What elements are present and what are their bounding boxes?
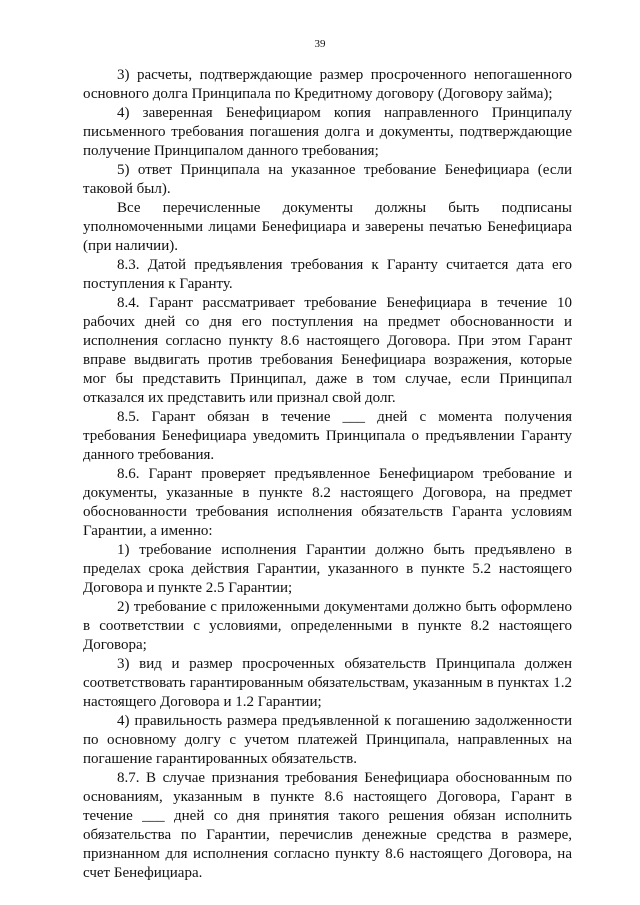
document-body bbox=[83, 66, 572, 883]
paragraph: 1) требование исполнения Гарантии должно быть предъявлено в пределах срока действия Гарантии, указанного в пункте 5.2 настоящего Договора и пункте 2.5 Гарантии; bbox=[83, 542, 572, 596]
page-number: 39 bbox=[314, 38, 326, 50]
paragraph: 4) правильность размера предъявленной к погашению задолженности по основному долгу с учетом платежей Принципала, направленных на погашение гарантированных обязательств. bbox=[83, 713, 572, 767]
paragraph: 3) расчеты, подтверждающие размер просроченного непогашенного основного долга Принципала по Кредитному договору (Договору займа); bbox=[83, 67, 572, 102]
paragraph: 3) вид и размер просроченных обязательств Принципала должен соответствовать гарантированным обязательствам, указанным в пунктах 1.2 настоящего Договора и 1.2 Гарантии; bbox=[83, 656, 572, 710]
paragraph: 8.4. Гарант рассматривает требование Бенефициара в течение 10 рабочих дней со дня его поступления на предмет обоснованности и исполнения согласно пункту 8.6 настоящего Договора. При этом Гарант вправе выдвигать против требования Бенефициара возражения, которые мог бы представить Принципал, даже в том случае, если Принципал отказался их представить или признал свой долг. bbox=[83, 295, 572, 406]
paragraph: 8.5. Гарант обязан в течение ___ дней с момента получения требования Бенефициара уведомить Принципала о предъявлении Гаранту данного требования. bbox=[83, 409, 572, 463]
paragraph: 8.7. В случае признания требования Бенефициара обоснованным по основаниям, указанным в пункте 8.6 настоящего Договора, Гарант в течение ___ дней со дня принятия такого решения обязан исполнить обязательства по Гарантии, перечислив денежные средства в размере, признанном для исполнения согласно пункту 8.6 настоящего Договора, на счет Бенефициара. bbox=[83, 770, 572, 881]
paragraph: 2) требование с приложенными документами должно быть оформлено в соответствии с условиями, определенными в пункте 8.2 настоящего Договора; bbox=[83, 599, 572, 653]
paragraph: 8.3. Датой предъявления требования к Гаранту считается дата его поступления к Гаранту. bbox=[83, 257, 572, 292]
paragraph: 4) заверенная Бенефициаром копия направленного Принципалу письменного требования погашения долга и документы, подтверждающие получение Принципалом данного требования; bbox=[83, 105, 572, 159]
paragraph: 8.6. Гарант проверяет предъявленное Бенефициаром требование и документы, указанные в пункте 8.2 настоящего Договора, на предмет обоснованности требования исполнения обязательств Гаранта условиям Гарантии, а именно: bbox=[83, 466, 572, 539]
paragraph: Все перечисленные документы должны быть подписаны уполномоченными лицами Бенефициара и заверены печатью Бенефициара (при наличии). bbox=[83, 200, 572, 254]
paragraph: 5) ответ Принципала на указанное требование Бенефициара (если таковой был). bbox=[83, 162, 572, 197]
